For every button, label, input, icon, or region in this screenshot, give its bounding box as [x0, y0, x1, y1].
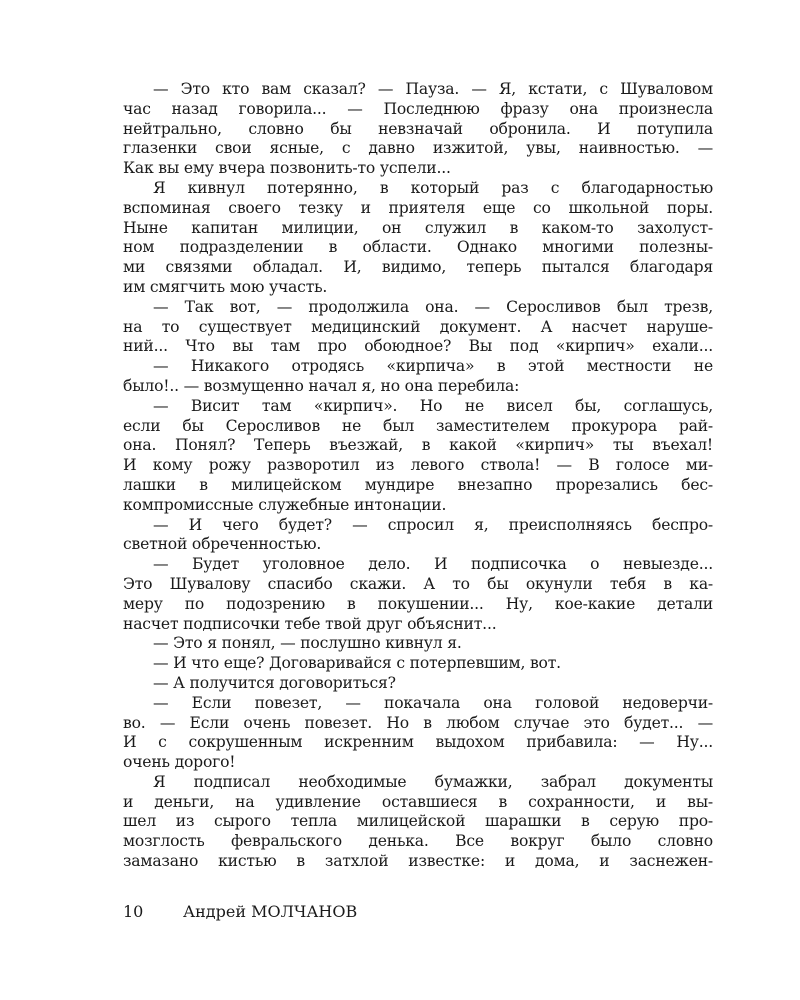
- text-line: Это Шувалову спасибо скажи. А то бы окунули тебя в ка-: [123, 574, 713, 593]
- text-line: замазано кистью в затхлой известке: и дома, и заснежен-: [123, 852, 713, 871]
- text-line: им смягчить мою участь.: [123, 277, 328, 296]
- text-line: очень дорого!: [123, 753, 236, 772]
- text-line: глазенки свои ясные, с давно изжитой, увы, наивностью. —: [123, 139, 713, 158]
- text-line: и деньги, на удивление оставшиеся в сохранности, и вы-: [123, 792, 713, 811]
- text-line: — А получится договориться?: [153, 673, 396, 692]
- text-line: мозглость февральского денька. Все вокруг было словно: [123, 832, 713, 851]
- text-line: — И чего будет? — спросил я, преисполняясь беспро-: [153, 515, 713, 534]
- text-line: шел из сырого тепла милицейской шарашки в серую про-: [123, 812, 713, 831]
- text-line: было!.. — возмущенно начал я, но она перебила:: [123, 376, 520, 395]
- text-line: ми связями обладал. И, видимо, теперь пытался благодаря: [123, 258, 713, 277]
- text-line: Ныне капитан милиции, он служил в каком-то захолуст-: [123, 218, 713, 237]
- text-line: Как вы ему вчера позвонить-то успели...: [123, 159, 451, 178]
- page-footer: [123, 902, 357, 921]
- text-line: — Это я понял, — послушно кивнул я.: [153, 634, 462, 653]
- running-author: Андрей МОЛЧАНОВ: [183, 902, 358, 921]
- text-line: вспоминая своего тезку и приятеля еще со школьной поры.: [123, 198, 713, 217]
- text-line: ном подразделении в области. Однако многими полезны-: [123, 238, 713, 257]
- text-line: на то существует медицинский документ. А насчет наруше-: [123, 317, 713, 336]
- text-line: во. — Если очень повезет. Но в любом случае это будет... —: [123, 713, 713, 732]
- text-line: — Если повезет, — покачала она головой недоверчи-: [153, 693, 713, 712]
- text-line: компромиссные служебные интонации.: [123, 495, 447, 514]
- text-line: час назад говорила... — Последнюю фразу она произнесла: [123, 99, 713, 118]
- text-line: И кому рожу разворотил из левого ствола! — В голосе ми-: [123, 456, 713, 475]
- text-line: — Будет уголовное дело. И подписочка о невыезде...: [153, 555, 713, 574]
- text-line: И с сокрушенным искренним выдохом прибавила: — Ну...: [123, 733, 713, 752]
- text-line: — Никакого отродясь «кирпича» в этой местности не: [153, 357, 713, 376]
- text-line: — Так вот, — продолжила она. — Серосливов был трезв,: [153, 297, 713, 316]
- text-line: если бы Серосливов не был заместителем прокурора рай-: [123, 416, 713, 435]
- text-line: Я кивнул потерянно, в который раз с благодарностью: [153, 178, 713, 197]
- text-line: насчет подписочки тебе твой друг объяснит...: [123, 614, 497, 633]
- text-line: Я подписал необходимые бумажки, забрал документы: [153, 772, 713, 791]
- text-line: — И что еще? Договаривайся с потерпевшим, вот.: [153, 654, 561, 673]
- body-text: [123, 80, 713, 872]
- text-line: — Висит там «кирпич». Но не висел бы, соглашусь,: [153, 396, 713, 415]
- text-line: нейтрально, словно бы невзначай обронила. И потупила: [123, 119, 713, 138]
- page-number: 10: [123, 902, 144, 921]
- text-line: светной обреченностью.: [123, 535, 322, 554]
- text-line: она. Понял? Теперь въезжай, в какой «кирпич» ты въехал!: [123, 436, 713, 455]
- text-line: ний... Что вы там про обоюдное? Вы под «кирпич» ехали...: [123, 337, 713, 356]
- text-line: меру по подозрению в покушении... Ну, кое-какие детали: [123, 594, 713, 613]
- text-line: — Это кто вам сказал? — Пауза. — Я, кстати, с Шуваловом: [153, 80, 713, 98]
- text-line: лашки в милицейском мундире внезапно прорезались бес-: [123, 475, 713, 494]
